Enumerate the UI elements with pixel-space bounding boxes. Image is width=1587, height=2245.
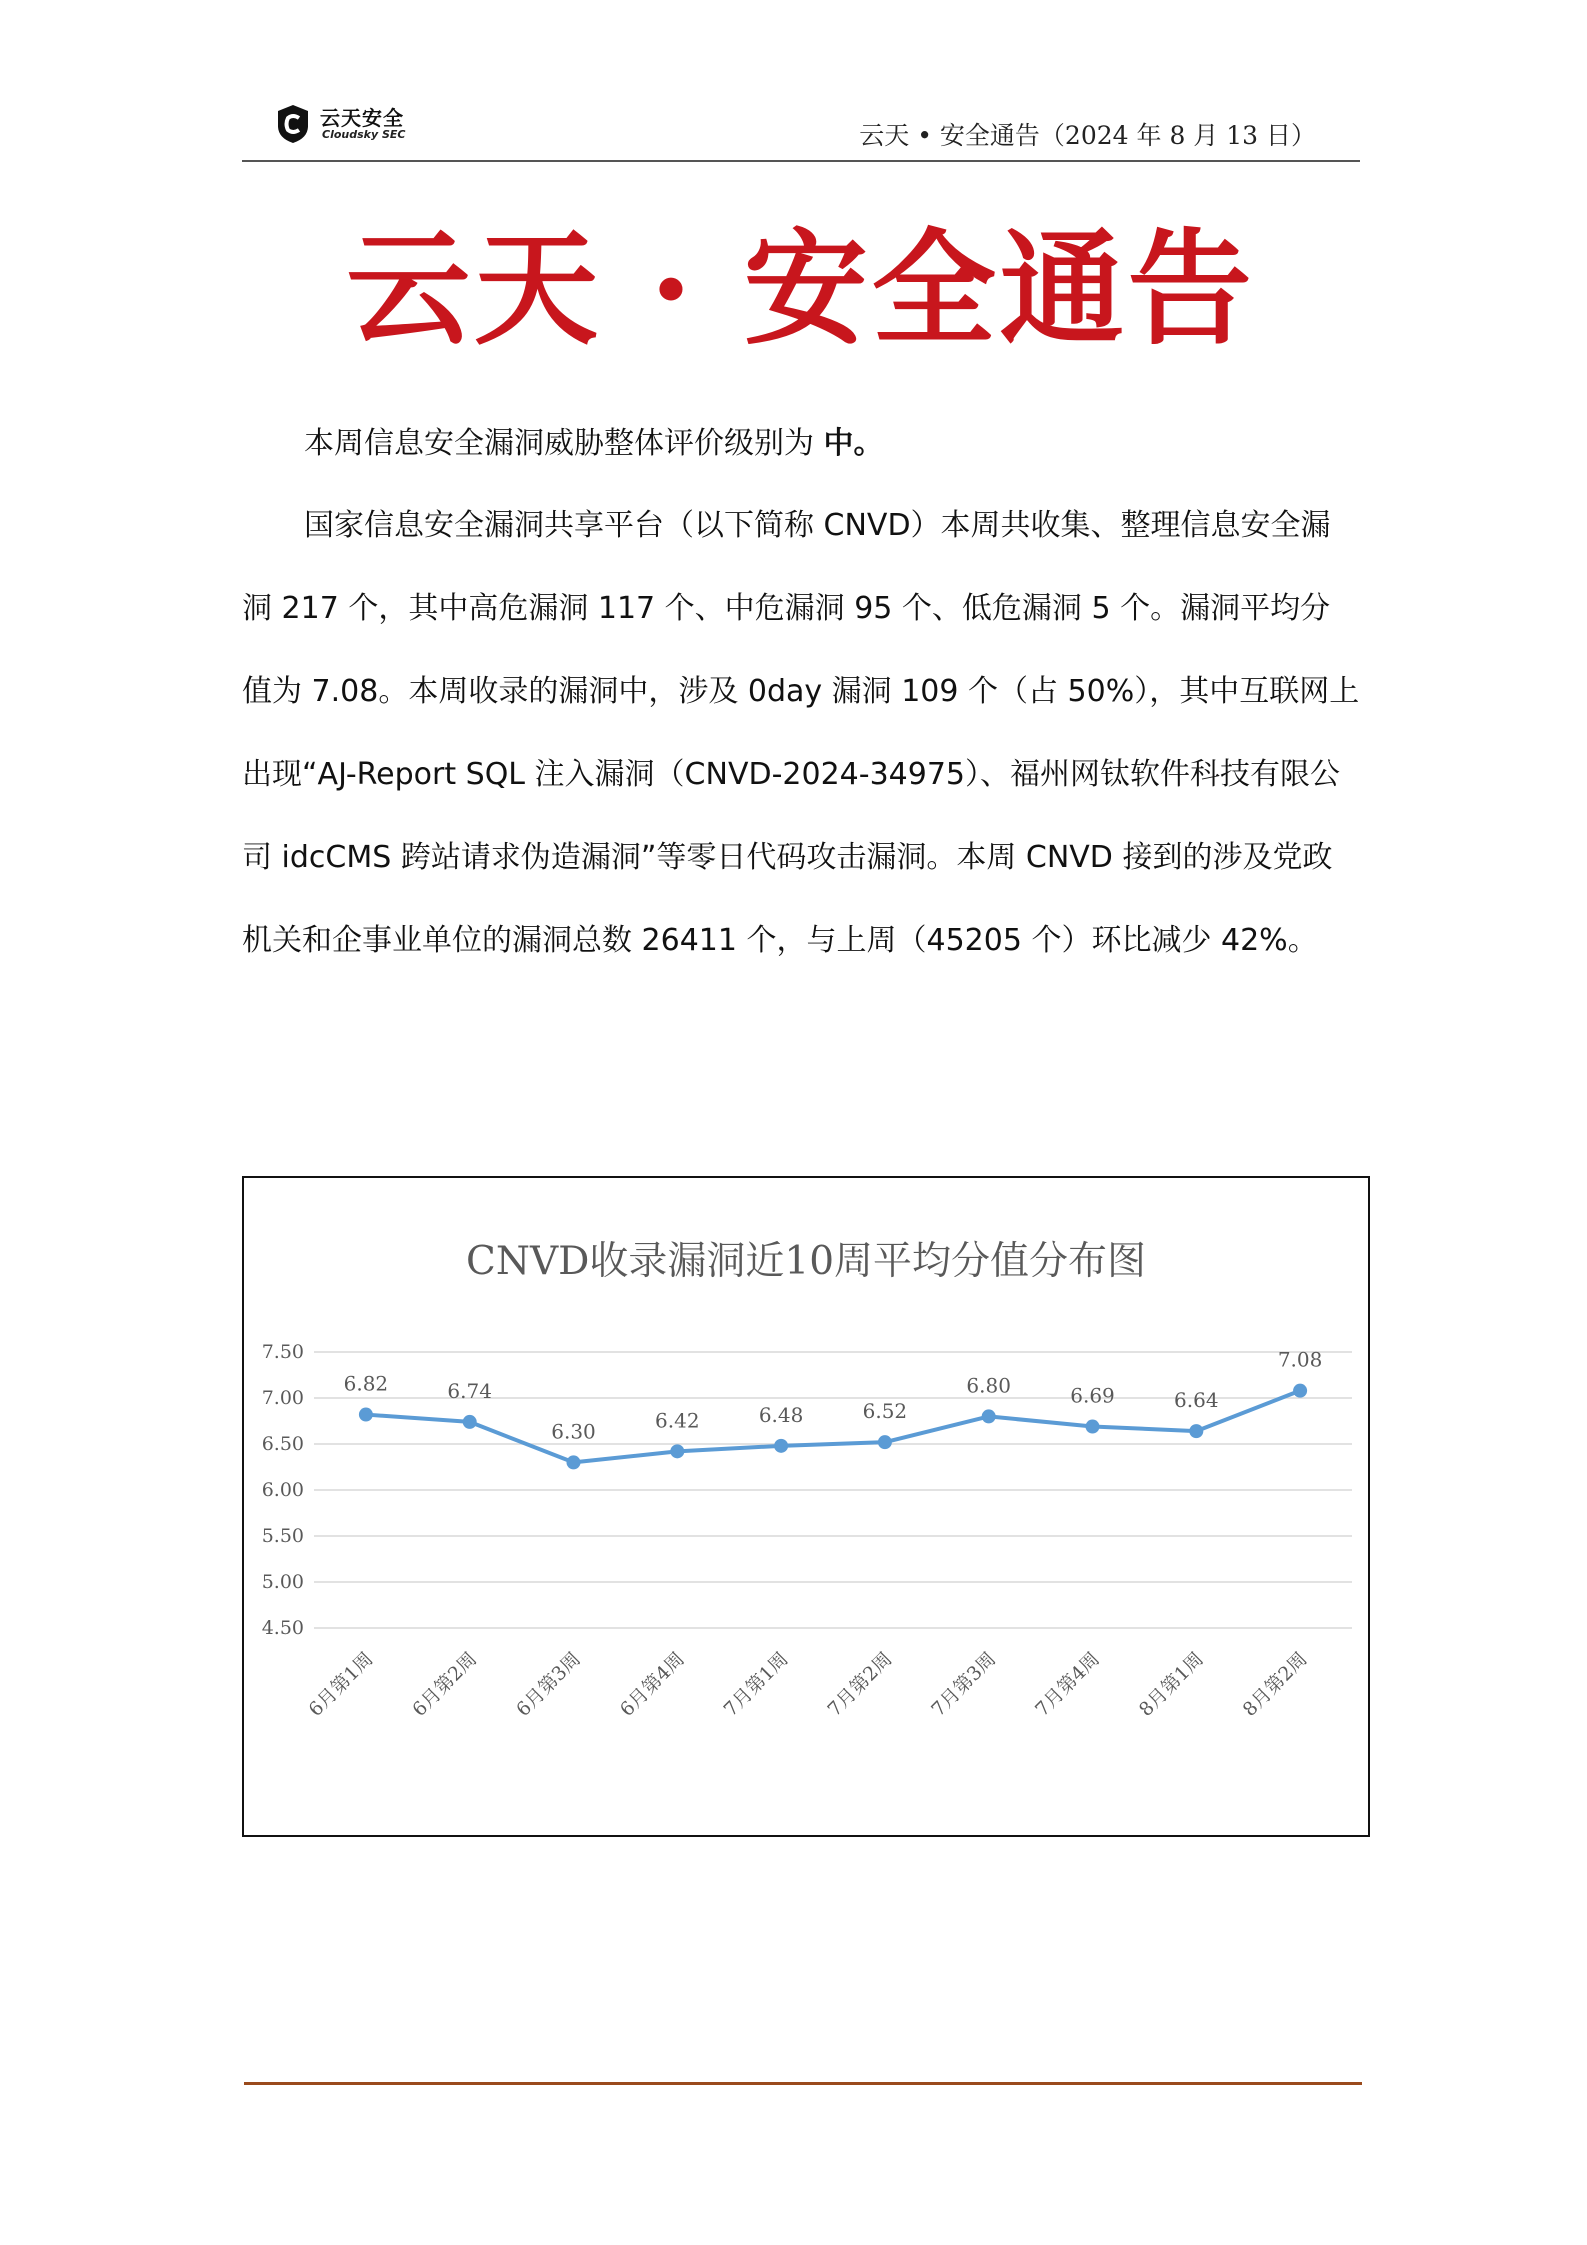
series-line: [366, 1391, 1300, 1463]
x-tick-label: 7月第2周: [823, 1647, 897, 1721]
threat-level-paragraph: [242, 402, 1360, 485]
data-point: [878, 1435, 892, 1449]
chart-plot: [244, 1178, 1368, 1835]
threat-level-value: 中。: [823, 426, 884, 461]
x-tick-label: 6月第2周: [408, 1647, 482, 1721]
data-label: 6.48: [758, 1402, 804, 1427]
data-label: 6.30: [551, 1419, 596, 1444]
data-point: [1086, 1420, 1100, 1434]
y-tick-label: 6.50: [261, 1433, 304, 1455]
header-divider: [242, 160, 1360, 162]
x-tick-label: 8月第1周: [1134, 1647, 1208, 1721]
data-point: [774, 1439, 788, 1453]
y-tick-label: 4.50: [261, 1617, 304, 1639]
y-tick-label: 7.50: [261, 1341, 304, 1363]
data-label: 6.80: [966, 1373, 1011, 1398]
data-point: [982, 1409, 996, 1423]
data-label: 6.82: [343, 1371, 389, 1396]
data-label: 6.74: [447, 1378, 492, 1403]
issue-date: 云天 • 安全通告（2024 年 8 月 13 日）: [859, 121, 1316, 150]
y-tick-label: 5.00: [261, 1571, 304, 1593]
x-tick-label: 7月第3周: [927, 1647, 1001, 1721]
data-point: [567, 1455, 581, 1469]
logo-chinese-text: 云天安全: [320, 106, 404, 130]
x-tick-label: 6月第3周: [512, 1647, 586, 1721]
page-header: [242, 94, 1360, 160]
x-tick-label: 8月第2周: [1238, 1647, 1312, 1721]
data-label: 6.42: [655, 1408, 700, 1433]
score-chart: [242, 1176, 1370, 1837]
data-point: [1189, 1424, 1203, 1438]
y-tick-label: 7.00: [261, 1387, 304, 1409]
data-point: [359, 1408, 373, 1422]
summary-paragraph: 国家信息安全漏洞共享平台（以下简称 CNVD）本周共收集、整理信息安全漏洞 217 个，其中高危漏洞 117 个、中危漏洞 95 个、低危漏洞 5 个。漏洞平均分值为 7.08。本周收录的漏洞中，涉及 0day 漏洞 109 个（占 50%），其中互联网上出现“AJ-Report SQL 注入漏洞（CNVD-2024-34975）、福州网钛软件科技有限公司 idcCMS 跨站请求伪造漏洞”等零日代码攻击漏洞。本周 CNVD 接到的涉及党政机关和企事业单位的漏洞总数 26411 个，与上周（45205 个）环比减少 42%。: [242, 508, 1360, 958]
chart-title: CNVD收录漏洞近10周平均分值分布图: [465, 1239, 1147, 1284]
data-label: 6.64: [1174, 1388, 1219, 1413]
data-label: 6.52: [862, 1399, 908, 1424]
data-point: [463, 1415, 477, 1429]
data-label: 7.08: [1277, 1347, 1323, 1372]
x-tick-label: 6月第1周: [304, 1647, 378, 1721]
y-tick-label: 6.00: [261, 1479, 304, 1501]
data-point: [1293, 1384, 1307, 1398]
footer-divider: [244, 2082, 1362, 2085]
x-tick-label: 7月第1周: [719, 1647, 793, 1721]
bulletin-title: 云天 · 安全通告: [346, 217, 1256, 362]
cloudsky-logo: [276, 100, 406, 150]
y-tick-label: 5.50: [261, 1525, 304, 1547]
data-point: [670, 1444, 684, 1458]
x-tick-label: 6月第4周: [615, 1647, 689, 1721]
shield-logo-icon: [276, 104, 310, 144]
logo-english-text: Cloudsky SEC: [322, 128, 406, 141]
threat-level-text: 本周信息安全漏洞威胁整体评价级别为: [304, 426, 824, 461]
x-tick-label: 7月第4周: [1031, 1647, 1105, 1721]
data-label: 6.69: [1070, 1383, 1115, 1408]
